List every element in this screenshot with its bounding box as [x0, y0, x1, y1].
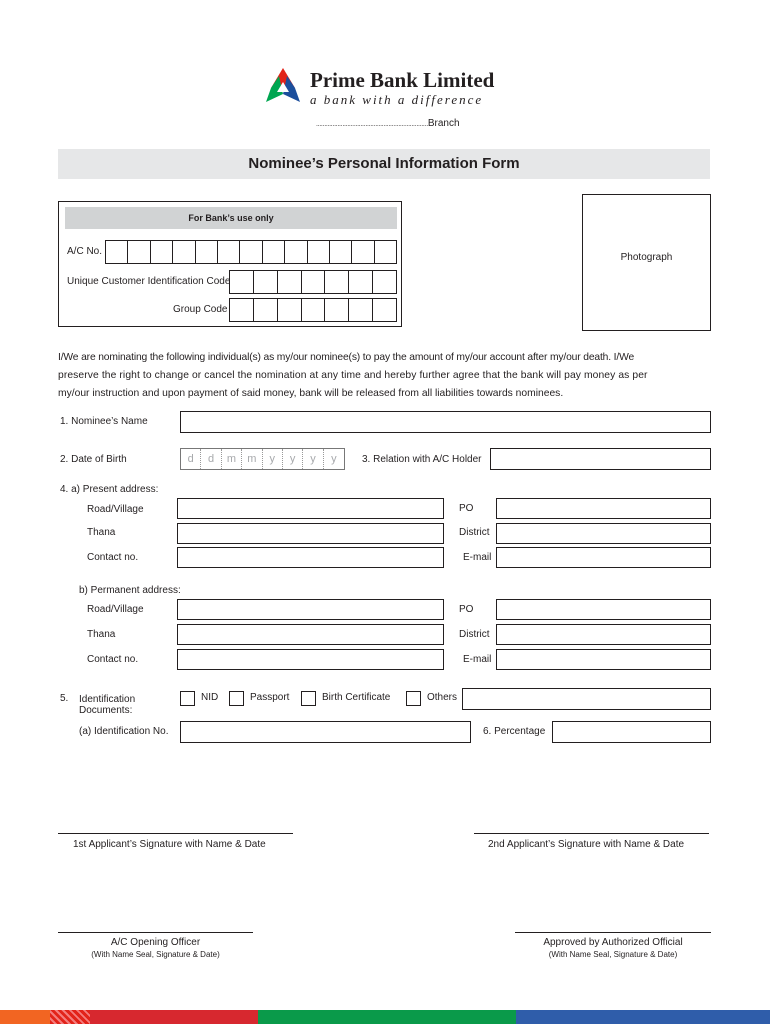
dob-year-1: y [263, 449, 283, 469]
approved-official-label: Approved by Authorized Official [543, 937, 683, 948]
permanent-contact-input[interactable] [177, 649, 444, 670]
passport-label: Passport [250, 692, 290, 703]
id-no-label: (a) Identification No. [79, 726, 169, 737]
logo-area [262, 66, 522, 114]
permanent-district-input[interactable] [496, 624, 711, 645]
id-no-input[interactable] [180, 721, 471, 743]
bank-use-box [58, 201, 402, 327]
present-email-label: E-mail [463, 552, 492, 563]
dob-input[interactable] [180, 448, 345, 470]
id-docs-line-1: Identification [79, 694, 136, 705]
permanent-address-label: b) Permanent address: [79, 585, 181, 596]
present-contact-label: Contact no. [87, 552, 139, 563]
footer-strip-pattern [50, 1010, 90, 1024]
bank-tagline: a bank with a difference [310, 92, 484, 107]
birth-certificate-label: Birth Certificate [322, 692, 391, 703]
birth-certificate-checkbox[interactable] [301, 691, 316, 706]
ac-no-label: A/C No. [67, 246, 103, 257]
group-code-label: Group Code [173, 304, 228, 315]
nid-label: NID [201, 692, 219, 703]
present-road-label: Road/Village [87, 504, 144, 515]
present-thana-label: Thana [87, 527, 116, 538]
opening-officer-sub: (With Name Seal, Signature & Date) [91, 950, 220, 959]
dob-month-2: m [242, 449, 262, 469]
group-code-cells[interactable] [229, 298, 397, 322]
ucic-label: Unique Customer Identification Code [67, 276, 231, 287]
present-po-input[interactable] [496, 498, 711, 519]
permanent-po-input[interactable] [496, 599, 711, 620]
branch-dots: .................................................................... [316, 121, 428, 128]
opening-officer-line [58, 932, 253, 933]
footer-strip-red [90, 1010, 258, 1024]
branch-label: Branch [427, 118, 460, 129]
present-po-label: PO [459, 503, 474, 514]
declaration-text [58, 349, 712, 403]
second-applicant-signature-label: 2nd Applicant’s Signature with Name & Date [488, 839, 685, 850]
ac-no-cells[interactable] [105, 240, 397, 264]
dob-day-2: d [201, 449, 221, 469]
declaration-line-3: my/our instruction and upon payment of said money, bank will be released from all liabilities towards nominees. [58, 388, 564, 399]
first-applicant-signature-label: 1st Applicant’s Signature with Name & Date [73, 839, 266, 850]
permanent-district-label: District [459, 629, 490, 640]
footer-strip-orange [0, 1010, 50, 1024]
permanent-po-label: PO [459, 604, 474, 615]
present-thana-input[interactable] [177, 523, 444, 544]
form-title: Nominee’s Personal Information Form [248, 155, 520, 172]
permanent-road-label: Road/Village [87, 604, 144, 615]
present-address-label: 4. a) Present address: [60, 484, 159, 495]
approved-official-line [515, 932, 711, 933]
others-checkbox[interactable] [406, 691, 421, 706]
relation-input[interactable] [490, 448, 711, 470]
relation-label: 3. Relation with A/C Holder [362, 454, 482, 465]
nominee-name-label: 1. Nominee’s Name [60, 416, 148, 427]
permanent-contact-label: Contact no. [87, 654, 139, 665]
first-applicant-signature-line [58, 833, 293, 834]
nominee-name-input[interactable] [180, 411, 711, 433]
prime-bank-logo-icon [262, 66, 304, 108]
percentage-label: 6. Percentage [483, 726, 546, 737]
dob-month-1: m [222, 449, 242, 469]
footer-strip-green [258, 1010, 516, 1024]
present-district-label: District [459, 527, 490, 538]
present-email-input[interactable] [496, 547, 711, 568]
permanent-email-input[interactable] [496, 649, 711, 670]
form-title-bar [58, 149, 710, 179]
permanent-road-input[interactable] [177, 599, 444, 620]
opening-officer-label: A/C Opening Officer [110, 937, 201, 948]
photograph-label: Photograph [620, 252, 673, 263]
branch-line [316, 118, 460, 129]
bank-name: Prime Bank Limited [310, 68, 495, 92]
percentage-input[interactable] [552, 721, 711, 743]
id-section-number: 5. [60, 693, 69, 704]
permanent-thana-label: Thana [87, 629, 116, 640]
present-contact-input[interactable] [177, 547, 444, 568]
id-docs-label [79, 694, 135, 716]
dob-year-3: y [303, 449, 323, 469]
photograph-box[interactable] [582, 194, 711, 331]
dob-year-2: y [283, 449, 303, 469]
approved-official-sub: (With Name Seal, Signature & Date) [548, 950, 678, 959]
footer-strip-blue [516, 1010, 770, 1024]
present-road-input[interactable] [177, 498, 444, 519]
passport-checkbox[interactable] [229, 691, 244, 706]
permanent-email-label: E-mail [463, 654, 492, 665]
others-input[interactable] [462, 688, 711, 710]
dob-year-4: y [331, 453, 337, 465]
id-docs-line-2: Documents: [79, 705, 133, 716]
present-district-input[interactable] [496, 523, 711, 544]
others-label: Others [427, 692, 458, 703]
second-applicant-signature-line [474, 833, 709, 834]
dob-day-1: d [181, 449, 201, 469]
dob-label: 2. Date of Birth [60, 454, 127, 465]
permanent-thana-input[interactable] [177, 624, 444, 645]
ucic-cells[interactable] [229, 270, 397, 294]
declaration-line-1: I/We are nominating the following individual(s) as my/our nominee(s) to pay the amount of my/our account after my/our death. I/We [58, 352, 635, 363]
nid-checkbox[interactable] [180, 691, 195, 706]
declaration-line-2: preserve the right to change or cancel the nomination at any time and hereby further agree that the bank will pay money as per [58, 370, 648, 381]
bank-use-title: For Bank’s use only [188, 213, 274, 223]
bank-use-header [65, 207, 397, 229]
